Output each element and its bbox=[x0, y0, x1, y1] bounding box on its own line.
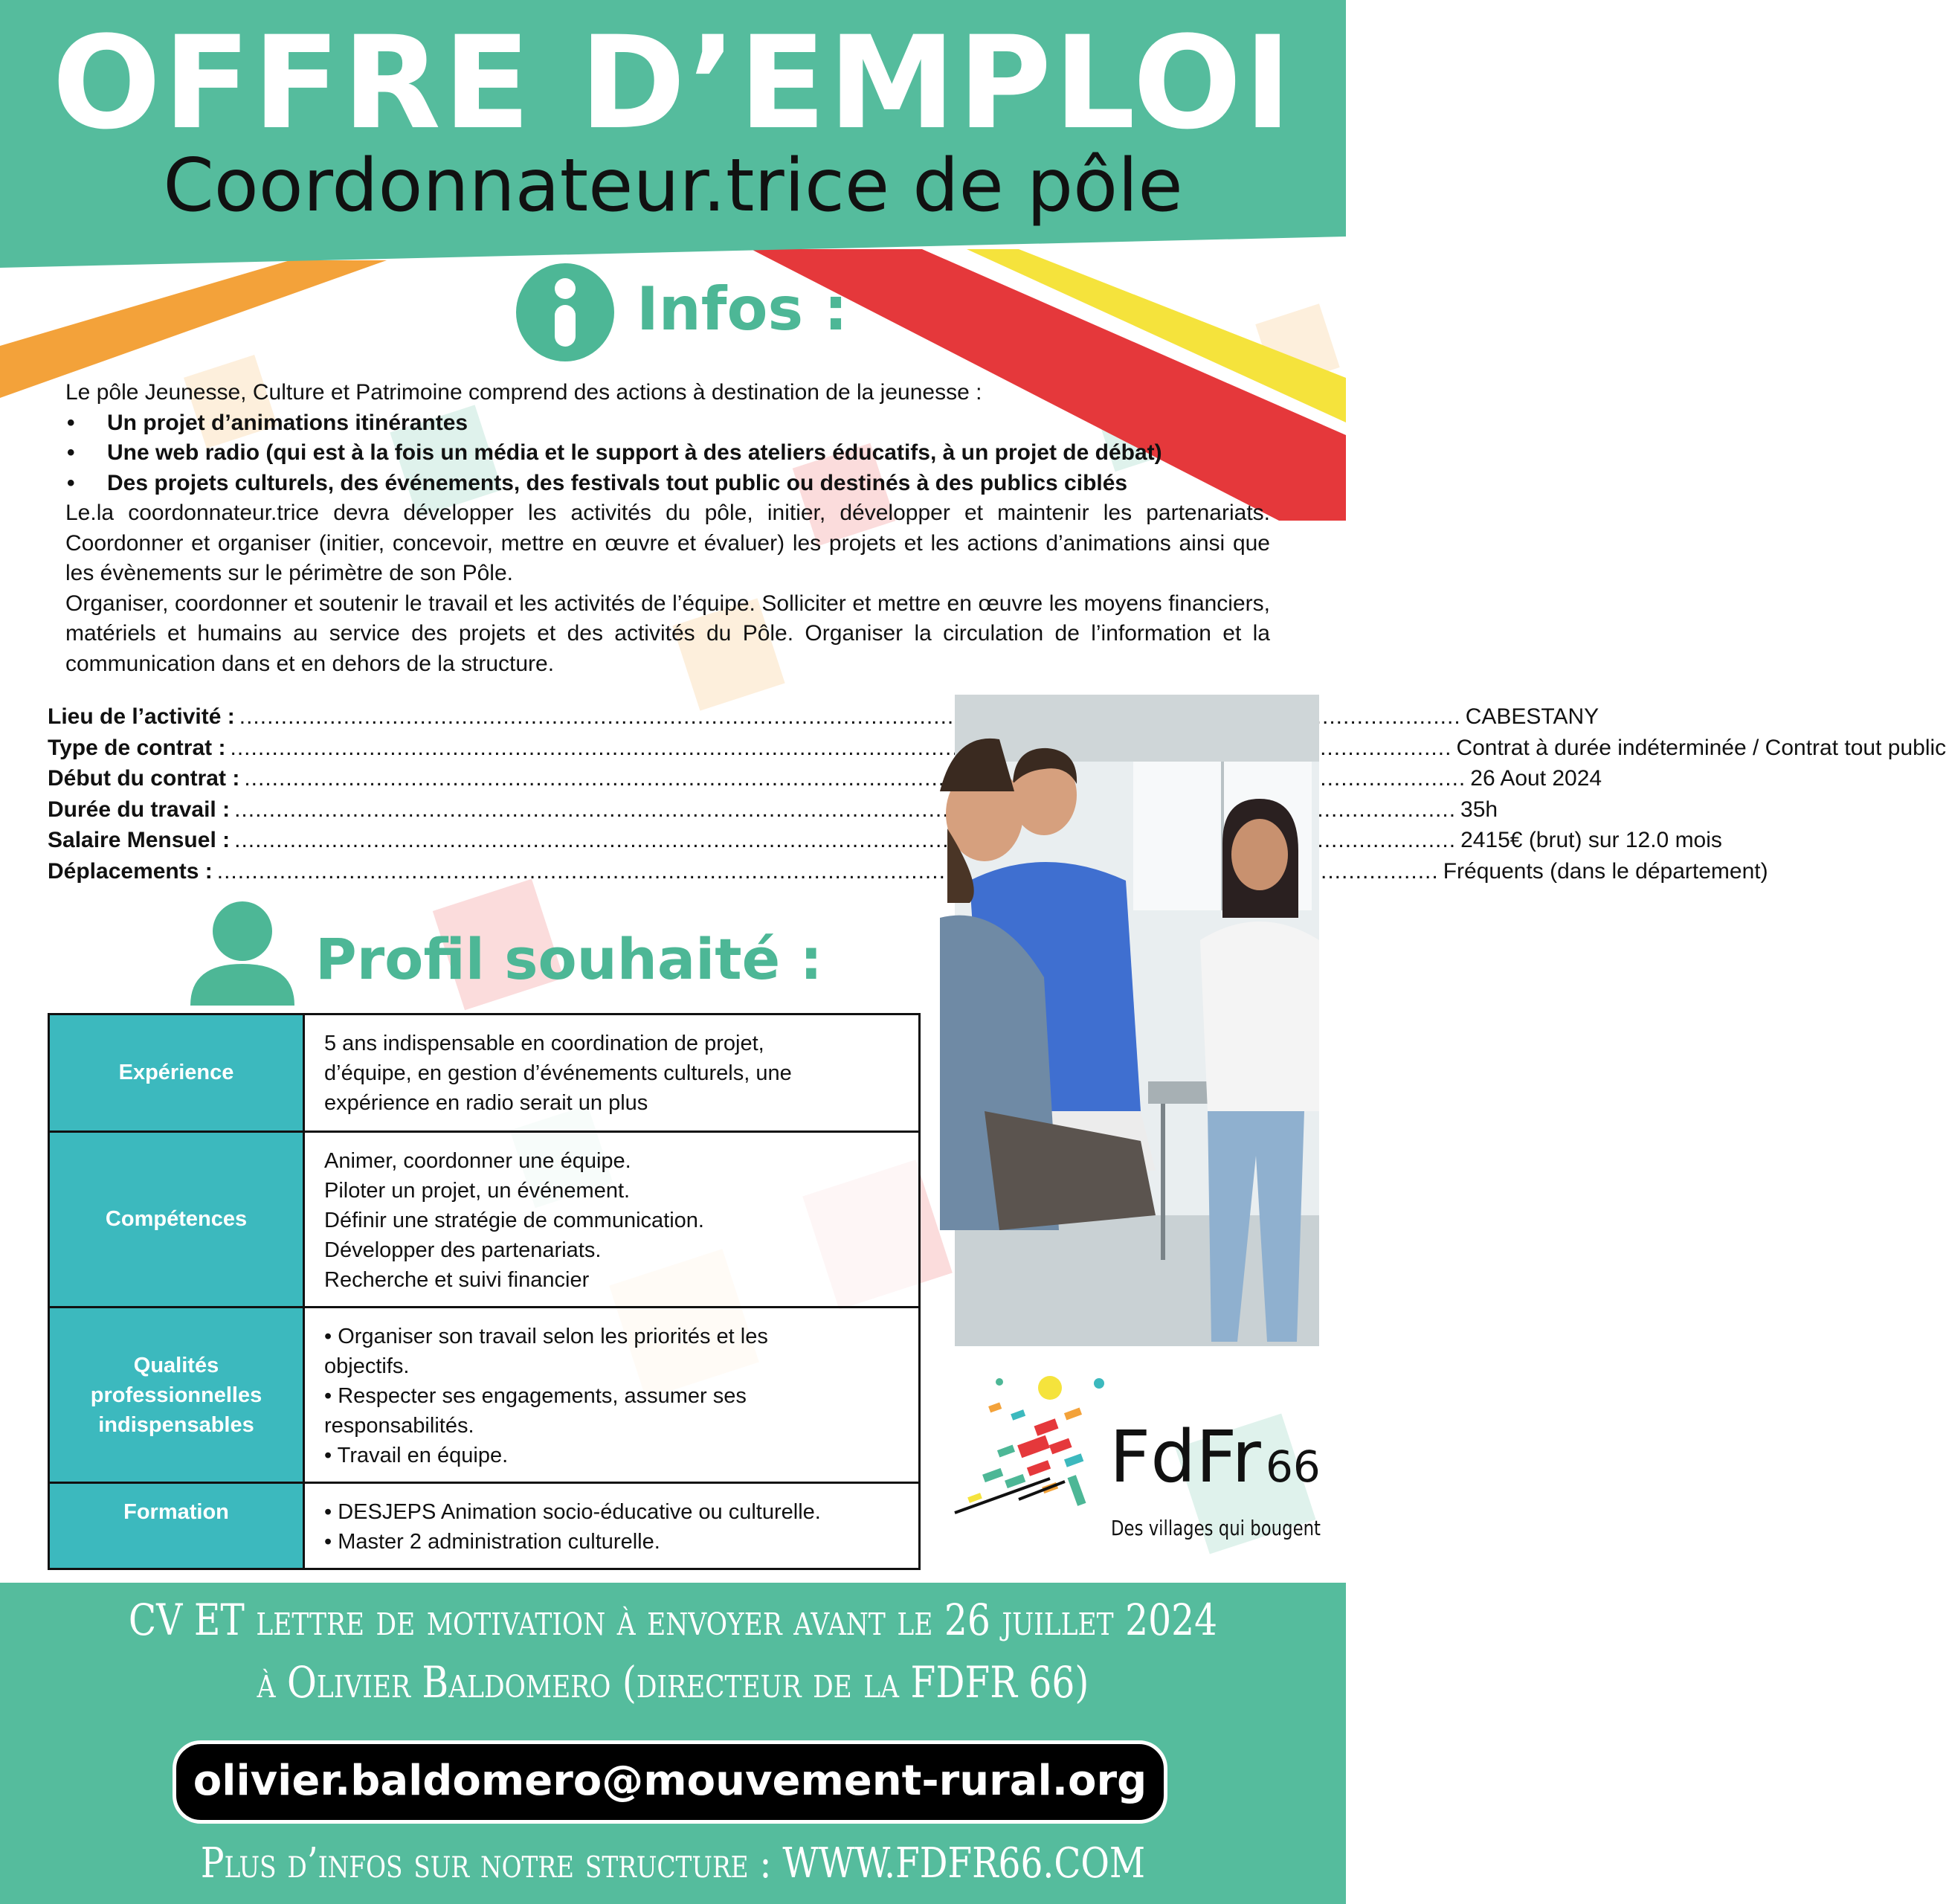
detail-value: 26 Aout 2024 bbox=[1470, 766, 1602, 791]
table-row bbox=[49, 1308, 920, 1483]
row-content-text: Animer, coordonner une équipe. Piloter un projet, un événement. Définir une stratégie de communication. Développer des partenariats. Recherche et suivi financier bbox=[324, 1149, 704, 1292]
row-content bbox=[304, 1014, 920, 1132]
detail-label: Lieu de l’activité : bbox=[48, 704, 235, 729]
job-details bbox=[48, 704, 1946, 890]
row-content-text: 5 ans indispensable en coordination de projet, d’équipe, en gestion d’événements culturels, une expérience en radio serait un plus bbox=[324, 1032, 792, 1115]
detail-label: Déplacements : bbox=[48, 858, 213, 884]
fdfr66-logo bbox=[953, 1373, 1325, 1551]
detail-value: CABESTANY bbox=[1465, 704, 1599, 729]
page-title: OFFRE D’EMPLOI bbox=[52, 8, 1294, 158]
row-content bbox=[304, 1483, 920, 1569]
detail-row-start-date bbox=[48, 766, 1602, 797]
detail-label: Type de contrat : bbox=[48, 735, 226, 760]
detail-value: 2415€ (brut) sur 12.0 mois bbox=[1460, 828, 1722, 852]
intro-text: Le pôle Jeunesse, Culture et Patrimoine comprend des actions à destination de la jeunesse : bbox=[65, 380, 982, 405]
team-photo bbox=[955, 695, 1319, 1346]
row-label: Formation bbox=[49, 1483, 304, 1569]
info-icon bbox=[516, 263, 614, 361]
table-row bbox=[49, 1014, 920, 1132]
team-paragraph: Organiser, coordonner et soutenir le travail et les activités de l’équipe. Solliciter et mettre en œuvre les moyens financiers, matériels et humains au service des projets et des activités du Pôle. Organiser la circulation de l’information et la communication dans et en dehors de la structure. bbox=[65, 591, 1270, 676]
row-label: Compétences bbox=[49, 1132, 304, 1308]
row-content bbox=[304, 1308, 920, 1483]
profile-heading: Profil souhaité : bbox=[315, 926, 822, 992]
bullet-item: • Une web radio (qui est à la fois un média et le support à des ateliers éducatifs, à un projet de débat) bbox=[65, 438, 1270, 469]
detail-row-travel bbox=[48, 858, 1768, 890]
row-content bbox=[304, 1132, 920, 1308]
logo-number: 66 bbox=[1266, 1441, 1321, 1492]
table-row bbox=[49, 1483, 920, 1569]
detail-label: Durée du travail : bbox=[48, 797, 231, 822]
intro-bullets bbox=[65, 408, 1270, 499]
detail-value: 35h bbox=[1460, 797, 1498, 822]
person-icon bbox=[190, 900, 294, 1006]
row-label: Expérience bbox=[49, 1014, 304, 1132]
row-label: Qualités professionnelles indispensables bbox=[49, 1308, 304, 1483]
table-row bbox=[49, 1132, 920, 1308]
row-content-text: • Organiser son travail selon les priorités et les objectifs. • Respecter ses engagements, assumer ses responsabilités. • Travail en équipe. bbox=[324, 1325, 768, 1467]
intro-section bbox=[65, 378, 1270, 679]
infos-heading: Infos : bbox=[637, 274, 848, 344]
detail-value: Contrat à durée indéterminée / Contrat tout public bbox=[1456, 735, 1946, 760]
detail-label: Salaire Mensuel : bbox=[48, 828, 231, 852]
mission-paragraph: Le.la coordonnateur.trice devra développer les activités du pôle, initier, développer et maintenir les partenariats. Coordonner et organiser (initier, concevoir, mettre en œuvre et évaluer) les projets et les actions d’animations ainsi que les évènements sur le périmètre de son Pôle. bbox=[65, 501, 1270, 585]
detail-value: Fréquents (dans le département) bbox=[1443, 858, 1768, 884]
contact-email-link[interactable]: olivier.baldomero@mouvement-rural.org bbox=[173, 1740, 1167, 1824]
detail-row-location bbox=[48, 704, 1599, 736]
detail-row-salary bbox=[48, 828, 1722, 859]
profile-table bbox=[48, 1013, 921, 1570]
job-title: Coordonnateur.trice de pôle bbox=[163, 144, 1183, 228]
row-content-text: • DESJEPS Animation socio-éducative ou culturelle. • Master 2 administration culturelle. bbox=[324, 1500, 821, 1554]
logo-wordmark: FdFr bbox=[1109, 1415, 1261, 1499]
application-deadline: CV ET lettre de motivation à envoyer avant le 26 juillet 2024 bbox=[128, 1595, 1218, 1645]
detail-row-contract-type bbox=[48, 735, 1946, 767]
website-link[interactable]: Plus d’infos sur notre structure : WWW.FDFR66.COM bbox=[200, 1839, 1146, 1888]
bullet-item: • Un projet d’animations itinérantes bbox=[65, 408, 1270, 439]
detail-row-hours bbox=[48, 797, 1498, 829]
application-recipient: à Olivier Baldomero (directeur de la FDFR 66) bbox=[257, 1657, 1089, 1708]
detail-label: Début du contrat : bbox=[48, 766, 240, 791]
logo-tagline: Des villages qui bougent bbox=[1111, 1516, 1321, 1540]
bullet-item: • Des projets culturels, des événements, des festivals tout public ou destinés à des publics ciblés bbox=[65, 469, 1270, 499]
